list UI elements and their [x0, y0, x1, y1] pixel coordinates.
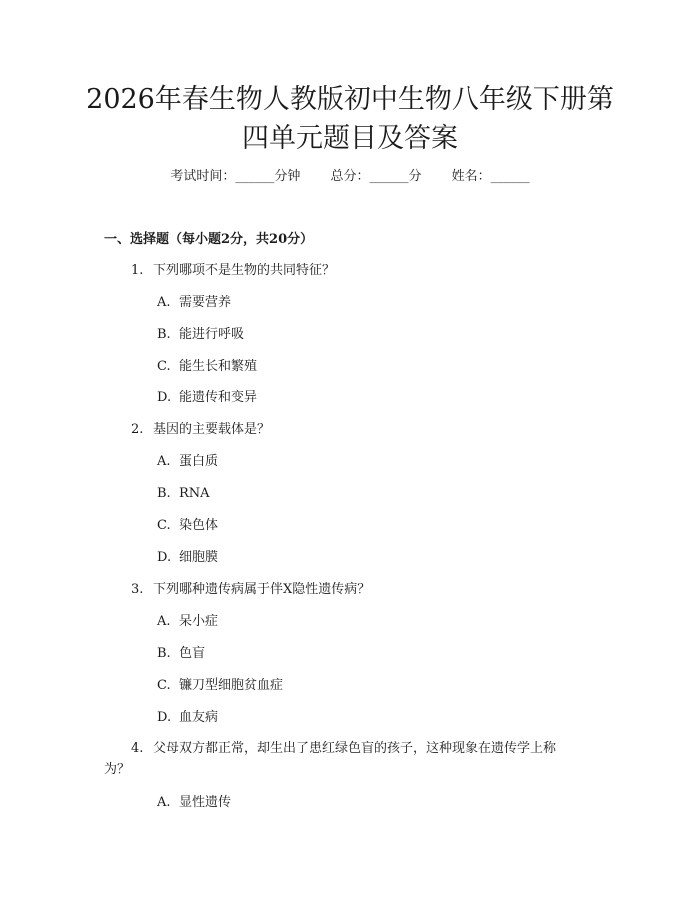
- question-number: 2.: [131, 422, 144, 437]
- option-text: 色盲: [179, 646, 206, 661]
- option-text: 细胞膜: [179, 550, 219, 565]
- option-letter: D.: [157, 710, 172, 725]
- question-1-option-b: [157, 326, 244, 344]
- option-letter: D.: [157, 550, 172, 565]
- question-2-option-a: [157, 453, 218, 471]
- student-name-field: 姓名：______: [451, 169, 530, 184]
- question-number: 1.: [131, 263, 144, 278]
- option-letter: A.: [157, 454, 171, 469]
- exam-time-field: 考试时间：______分钟: [170, 169, 301, 184]
- question-text: 基因的主要载体是？: [153, 422, 271, 437]
- question-text: 父母双方都正常，却生出了患红绿色盲的孩子，这种现象在遗传学上称: [153, 741, 557, 756]
- question-1: [131, 262, 335, 280]
- option-text: 能生长和繁殖: [179, 359, 258, 374]
- question-4-continuation: 为？: [104, 762, 131, 777]
- question-number: 3.: [131, 582, 144, 597]
- option-text: RNA: [179, 486, 210, 501]
- option-letter: A.: [157, 795, 171, 810]
- document-title-line-2: 四单元题目及答案: [242, 123, 458, 154]
- option-text: 显性遗传: [179, 795, 232, 810]
- exam-info-row: [0, 168, 700, 186]
- option-text: 血友病: [179, 710, 219, 725]
- question-4-option-a: [157, 794, 231, 812]
- option-text: 蛋白质: [179, 454, 219, 469]
- question-number: 4.: [131, 741, 144, 756]
- option-letter: C.: [157, 518, 171, 533]
- option-text: 镰刀型细胞贫血症: [179, 678, 284, 693]
- question-3: [131, 581, 370, 599]
- option-letter: B.: [157, 486, 171, 501]
- question-text: 下列哪项不是生物的共同特征？: [153, 263, 336, 278]
- question-3-option-b: [157, 645, 205, 663]
- option-letter: B.: [157, 646, 171, 661]
- option-letter: B.: [157, 327, 171, 342]
- section-heading-choice: 一、选择题（每小题2分，共20分）: [104, 232, 314, 247]
- option-letter: A.: [157, 614, 171, 629]
- question-2-option-b: [157, 485, 210, 503]
- option-text: 呆小症: [179, 614, 219, 629]
- document-title-line-1: 2026年春生物人教版初中生物八年级下册第: [86, 84, 614, 115]
- option-text: 需要营养: [179, 295, 232, 310]
- option-letter: C.: [157, 359, 171, 374]
- question-2-option-c: [157, 517, 218, 535]
- question-text: 下列哪种遗传病属于伴X隐性遗传病？: [153, 582, 371, 597]
- option-letter: A.: [157, 295, 171, 310]
- question-4: [131, 740, 556, 758]
- option-letter: C.: [157, 678, 171, 693]
- question-1-option-c: [157, 358, 257, 376]
- option-text: 能遗传和变异: [179, 390, 258, 405]
- question-3-option-c: [157, 677, 283, 695]
- option-letter: D.: [157, 390, 172, 405]
- question-1-option-d: [157, 389, 257, 407]
- question-3-option-a: [157, 613, 218, 631]
- question-1-option-a: [157, 294, 231, 312]
- question-2: [131, 421, 270, 439]
- option-text: 能进行呼吸: [179, 327, 245, 342]
- option-text: 染色体: [179, 518, 219, 533]
- total-score-field: 总分：______分: [330, 169, 422, 184]
- question-2-option-d: [157, 549, 218, 567]
- question-3-option-d: [157, 709, 218, 727]
